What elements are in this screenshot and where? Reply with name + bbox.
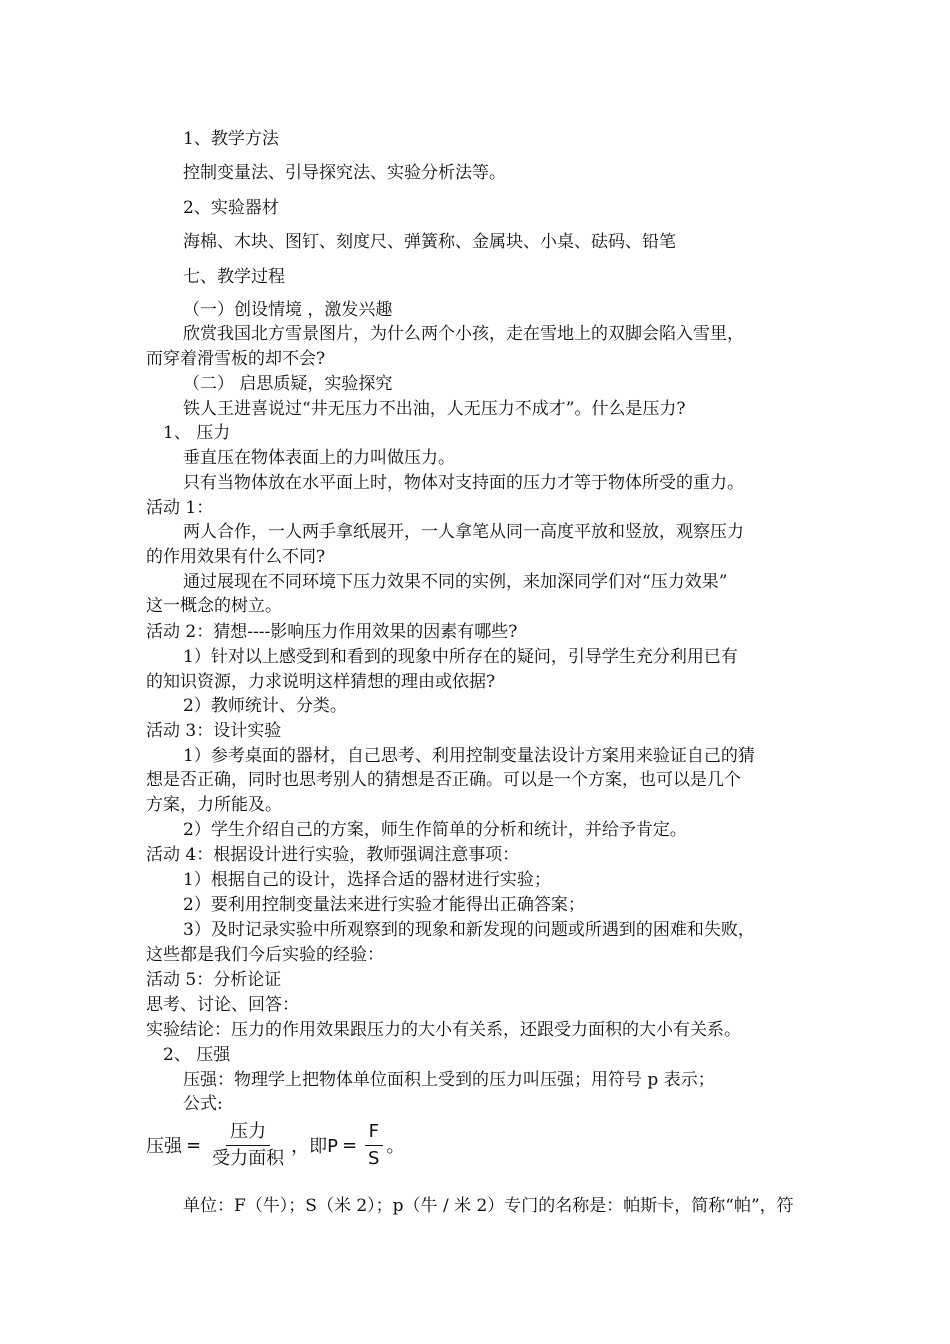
heading-teaching-method: 1、教学方法 — [183, 129, 279, 149]
paragraph: 方案，力所能及。 — [146, 795, 282, 815]
paragraph: 两人合作，一人两手拿纸展开，一人拿笔从同一高度平放和竖放，观察压力 — [183, 522, 744, 542]
equals-sign: = — [186, 1134, 202, 1156]
paragraph: 通过展现在不同环境下压力效果不同的实例，来加深同学们对“压力效果” — [183, 572, 728, 592]
equals-sign: = — [341, 1134, 358, 1156]
paragraph: 而穿着滑雪板的却不会? — [146, 349, 326, 369]
paragraph: 欣赏我国北方雪景图片，为什么两个小孩，走在雪地上的双脚会陷入雪里， — [183, 324, 744, 344]
paragraph: 垂直压在物体表面上的力叫做压力。 — [183, 448, 455, 468]
subheading: （二） 启思质疑，实验探究 — [183, 374, 393, 394]
fraction — [208, 1120, 288, 1171]
formula-ie: 即P — [309, 1136, 338, 1157]
activity-label: 活动 2：猜想----影响压力作用效果的因素有哪些? — [146, 622, 518, 642]
heading-teaching-process: 七、教学过程 — [183, 267, 285, 287]
fraction-numerator: F — [365, 1120, 383, 1146]
formula-end: 。 — [386, 1136, 405, 1157]
paragraph: 铁人王进喜说过“井无压力不出油，人无压力不成才”。什么是压力? — [183, 399, 686, 419]
heading-equipment: 2、实验器材 — [183, 198, 279, 218]
paragraph: 这些都是我们今后实验的经验： — [146, 945, 384, 965]
paragraph: 实验结论：压力的作用效果跟压力的大小有关系，还跟受力面积的大小有关系。 — [146, 1020, 741, 1040]
paragraph: 压强：物理学上把物体单位面积上受到的压力叫压强；用符号 p 表示； — [183, 1070, 715, 1090]
activity-label: 活动 1： — [146, 498, 214, 518]
paragraph-units: 单位：F（牛）；S（米 2）；p（牛 / 米 2）专门的名称是：帕斯卡，简称“帕”，符 — [183, 1196, 794, 1216]
formula-comma: ， — [291, 1136, 310, 1157]
paragraph: 1）根据自己的设计，选择合适的器材进行实验； — [183, 870, 551, 890]
paragraph: 2）要利用控制变量法来进行实验才能得出正确答案； — [183, 895, 585, 915]
fraction-denominator: S — [368, 1147, 380, 1169]
pressure-formula — [146, 1117, 404, 1173]
paragraph: 只有当物体放在水平面上时，物体对支持面的压力才等于物体所受的重力。 — [183, 473, 744, 493]
formula-lhs: 压强 — [146, 1136, 182, 1157]
activity-label: 活动 4：根据设计进行实验，教师强调注意事项： — [146, 845, 520, 865]
activity-label: 活动 5：分析论证 — [146, 970, 282, 990]
paragraph: 控制变量法、引导探究法、实验分析法等。 — [183, 163, 506, 183]
fraction-numerator: 压力 — [226, 1120, 270, 1146]
subheading: （一）创设情境 ，激发兴趣 — [183, 300, 393, 320]
paragraph: 1）参考桌面的器材，自己思考、利用控制变量法设计方案用来验证自己的猜 — [183, 746, 755, 766]
activity-label: 活动 3：设计实验 — [146, 721, 282, 741]
paragraph: 的知识资源，力求说明这样猜想的理由或依据? — [146, 672, 496, 692]
paragraph: 思考、讨论、回答： — [146, 995, 299, 1015]
paragraph: 1）针对以上感受到和看到的现象中所存在的疑问，引导学生充分利用已有 — [183, 647, 738, 667]
paragraph: 2）教师统计、分类。 — [183, 696, 347, 716]
paragraph: 3）及时记录实验中所观察到的现象和新发现的问题或所遇到的困难和失败， — [183, 920, 755, 940]
fraction-denominator: 受力面积 — [212, 1147, 285, 1169]
paragraph: 海棉、木块、图钉、刻度尺、弹簧称、金属块、小桌、砝码、铅笔 — [183, 232, 676, 252]
paragraph: 的作用效果有什么不同? — [146, 547, 326, 567]
fraction — [364, 1120, 383, 1171]
paragraph: 想是否正确，同时也思考别人的猜想是否正确。可以是一个方案，也可以是几个 — [146, 770, 741, 790]
paragraph: 这一概念的树立。 — [146, 596, 282, 616]
paragraph: 2）学生介绍自己的方案，师生作简单的分析和统计，并给予肯定。 — [183, 820, 687, 840]
formula-label: 公式: — [183, 1094, 223, 1114]
section-heading-pressure: 1、 压力 — [163, 423, 231, 443]
section-heading-pressure-intensity: 2、 压强 — [163, 1045, 231, 1065]
